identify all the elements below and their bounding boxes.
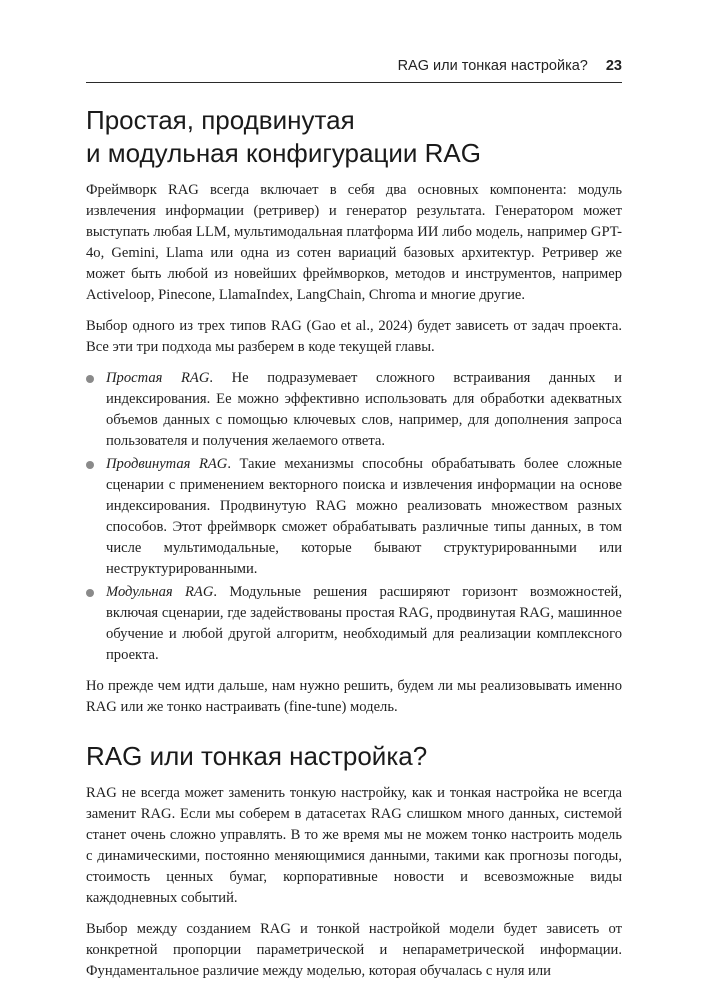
bullet-dot-icon	[86, 375, 94, 383]
page-number: 23	[605, 58, 622, 74]
paragraph-choice: Выбор между созданием RAG и тонкой настройкой модели будет зависеть от конкретной пропорции параметрической и непараметрической информации. Фундаментальное различие между моделью, которая обучалась с нуля или	[86, 921, 622, 979]
section-heading-rag-or-finetune: RAG или тонкая настройка?	[86, 741, 428, 771]
paragraph-rag-types: Выбор одного из трех типов RAG (Gao et al., 2024) будет зависеть от задач проекта. Все эти три подхода мы разберем в коде текущей главы.	[86, 318, 622, 355]
section-heading-rag-configurations	[86, 104, 622, 170]
paragraph-rag-vs-finetune-intro: Но прежде чем идти дальше, нам нужно решить, будем ли мы реализовывать именно RAG или же тонко настраивать (fine-tune) модель.	[86, 678, 622, 715]
section-heading-line-2: и модульная конфигурации RAG	[86, 138, 481, 168]
rag-types-list	[86, 368, 622, 666]
paragraph-rag-limits: RAG не всегда может заменить тонкую настройку, как и тонкая настройка не всегда заменит RAG. Если мы соберем в датасетах RAG слишком много данных, системой станет очень сложно управлять. В то же время мы не можем тонко настроить модель с динамическими, постоянно меняющимися данными, такими как прогнозы погоды, стоимость ценных бумаг, корпоративные новости и всевозможные виды каждодневных событий.	[86, 785, 622, 906]
running-head-title: RAG или тонкая настройка?	[397, 58, 588, 74]
list-item	[86, 454, 622, 580]
list-item-text: . Модульные решения расширяют горизонт возможностей, включая сценарии, где задействованы простая RAG, продвинутая RAG, машинное обучение и любой другой алгоритм, необходимый для реализации комплексного проекта.	[106, 584, 623, 663]
list-item-term: Модульная RAG	[106, 584, 214, 600]
bullet-dot-icon	[86, 461, 94, 469]
list-item-text: . Не подразумевает сложного встраивания данных и индексирования. Ее можно эффективно использовать для обработки адекватных объемов данных с помощью ключевых слов, например, для дополнения запроса пользователя и получения желаемого ответа.	[106, 370, 622, 449]
list-item-text: . Такие механизмы способны обрабатывать более сложные сценарии с применением векторного поиска и извлечения информации на основе индексирования. Продвинутую RAG можно реализовать множеством разных способов. Этот фреймворк сможет обрабатывать различные типы данных, в том числе мультимодальные, которые бывают структурированными или неструктурированными.	[106, 456, 622, 577]
bullet-dot-icon	[86, 589, 94, 597]
page-content	[86, 104, 622, 992]
running-head	[86, 58, 622, 83]
list-item	[86, 368, 622, 452]
list-item-term: Простая RAG	[106, 370, 210, 386]
list-item	[86, 582, 622, 666]
paragraph-rag-framework: Фреймворк RAG всегда включает в себя два основных компонента: модуль извлечения информации (ретривер) и генератор результата. Генератором может выступать любая LLM, мультимодальная платформа ИИ либо модель, например GPT-4o, Gemini, Llama или одна из сотен вариаций базовых архитектур. Ретривер же может быть любой из новейших фреймворков, методов и инструментов, например Activeloop, Pinecone, LlamaIndex, LangChain, Chroma и многие другие.	[86, 182, 622, 303]
section-heading-line-1: Простая, продвинутая	[86, 105, 355, 135]
list-item-term: Продвинутая RAG	[106, 456, 228, 472]
